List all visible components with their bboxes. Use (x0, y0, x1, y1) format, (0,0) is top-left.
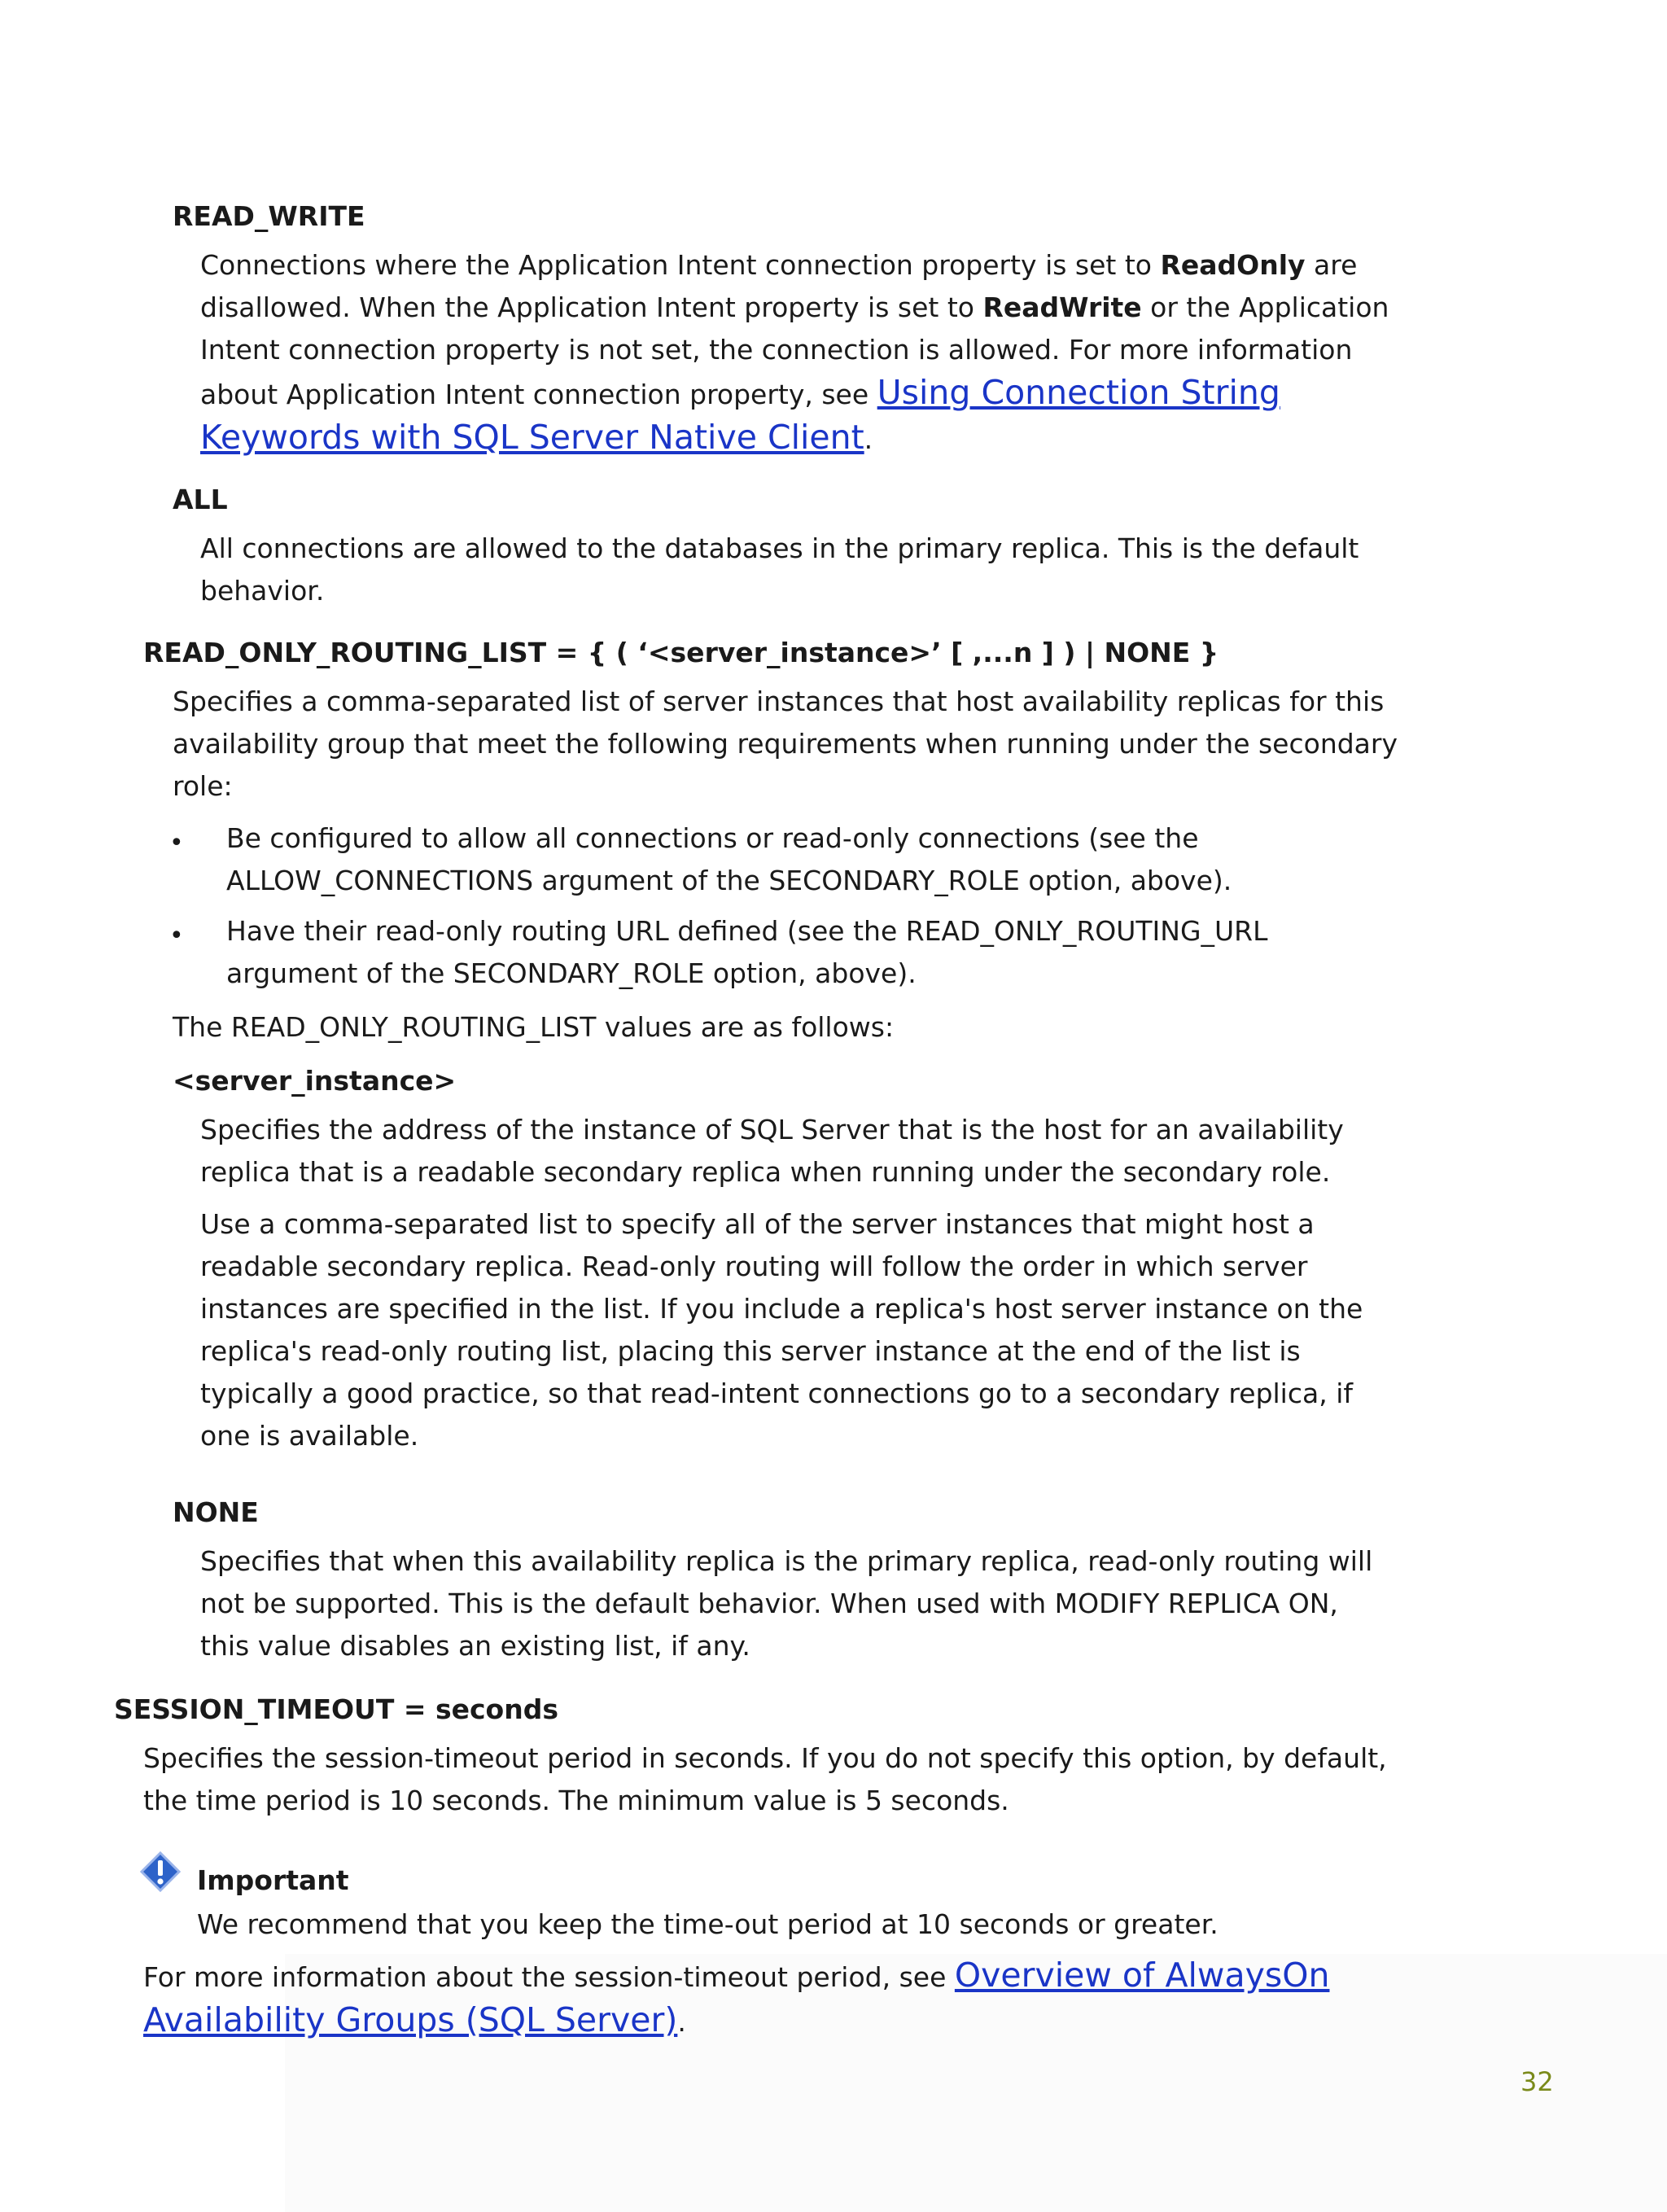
session-timeout-description: Specifies the session-timeout period in seconds. If you do not specify this option, by default, the time period is 10 seconds. The minimum value is 5 seconds. (143, 1742, 1387, 1816)
all-description: All connections are allowed to the databases in the primary replica. This is the default behavior. (200, 532, 1359, 607)
term-all: ALL (173, 484, 228, 515)
readwrite-keyword: ReadWrite (982, 291, 1142, 323)
term-session-timeout: SESSION_TIMEOUT = seconds (114, 1693, 558, 1725)
more-info-paragraph: For more information about the session-timeout period, see Overview of AlwaysOn Availability Groups (SQL Server). (143, 1956, 1330, 2039)
term-none: NONE (173, 1496, 259, 1528)
readonly-keyword: ReadOnly (1160, 249, 1306, 281)
important-heading: Important (197, 1864, 349, 1896)
bullet-marker: • (169, 829, 184, 857)
alwayson-overview-link[interactable]: Overview of AlwaysOn (954, 1956, 1330, 1995)
alwayson-overview-link-cont[interactable]: Availability Groups (SQL Server) (143, 2000, 678, 2039)
connection-string-keywords-link-cont[interactable]: Keywords with SQL Server Native Client (200, 418, 864, 457)
routing-list-values-intro: The READ_ONLY_ROUTING_LIST values are as follows: (173, 1011, 895, 1043)
bullet-item-2: Have their read-only routing URL defined (see the READ_ONLY_ROUTING_URL argument of the SECONDARY_ROLE option, above). (226, 915, 1268, 989)
term-read-write: READ_WRITE (173, 200, 365, 232)
none-description: Specifies that when this availability replica is the primary replica, read-only routing will not be supported. This is the default behavior. When used with MODIFY REPLICA ON, this value disables an existing list, if any. (200, 1545, 1373, 1662)
important-text: We recommend that you keep the time-out period at 10 seconds or greater. (197, 1908, 1219, 1940)
term-server-instance: <server_instance> (173, 1065, 457, 1097)
bullet-item-1: Be configured to allow all connections or read-only connections (see the ALLOW_CONNECTIONS argument of the SECONDARY_ROLE option, above). (226, 822, 1232, 896)
term-read-only-routing-list: READ_ONLY_ROUTING_LIST = { ( ‘<server_instance>’ [ ,...n ] ) | NONE } (143, 637, 1219, 668)
server-instance-description: Specifies the address of the instance of SQL Server that is the host for an availability replica that is a readable secondary replica when running under the secondary role. (200, 1114, 1344, 1188)
routing-list-description: Specifies a comma-separated list of server instances that host availability replicas for this availability group that meet the following requirements when running under the secondary role: (173, 686, 1398, 802)
bullet-marker: • (169, 922, 184, 950)
server-instance-usage: Use a comma-separated list to specify all of the server instances that might host a readable secondary replica. Read-only routing will follow the order in which server instances are specified in the list. If you include a replica's host server instance on the replica's read-only routing list, placing this server instance at the end of the list is typically a good practice, so that read-intent connections go to a secondary replica, if one is available. (200, 1208, 1363, 1452)
important-info-icon (140, 1851, 181, 1892)
page-number: 32 (1520, 2066, 1554, 2097)
connection-string-keywords-link[interactable]: Using Connection String (877, 373, 1280, 412)
read-write-description: Connections where the Application Intent connection property is set to ReadOnly are disallowed. When the Application Intent property is set to ReadWrite or the Application Intent connection property is not set, the connection is allowed. For more information about Application Intent connection property, see Using Connection String Keywords with SQL Server Native Client. (200, 249, 1389, 457)
